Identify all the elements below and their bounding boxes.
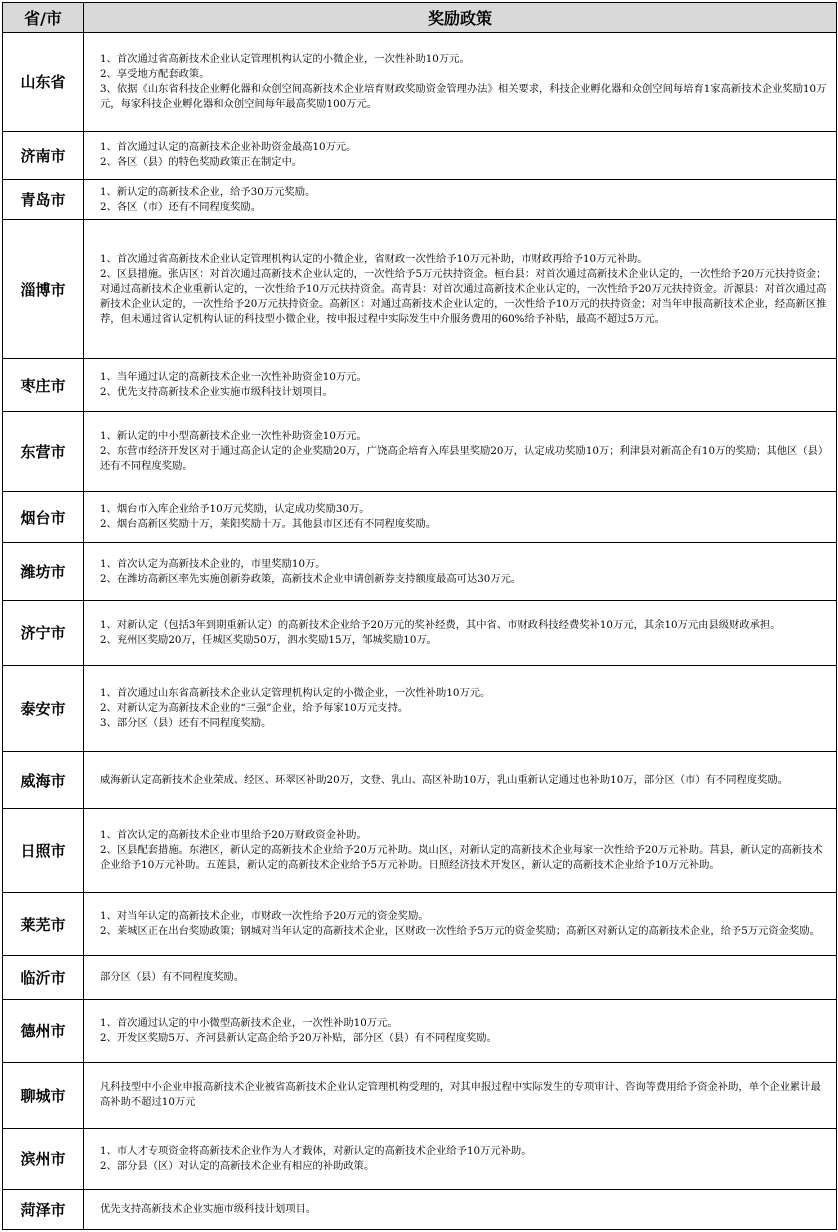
header-region: 省/市 [3,3,84,33]
header-policy: 奖励政策 [84,3,837,33]
table-row [3,893,837,955]
region-name: 济南市 [3,131,84,179]
region-name: 莱芜市 [3,893,84,955]
region-name: 菏泽市 [3,1189,84,1229]
policy-cell [84,220,837,359]
region-name: 泰安市 [3,665,84,752]
policy-line: 1、烟台市入库企业给予10万元奖励，认定成功奖励30万。 [100,503,370,516]
policy-line: 2、在潍坊高新区率先实施创新券政策，高新技术企业申请创新券支持额度最高可达30万元。 [100,572,522,585]
table-row [3,601,837,665]
policy-line: 2、莱城区正在出台奖励政策；钢城对当年认定的高新技术企业，区财政一次性给予5万元的资金奖励；高新区对新认定的高新技术企业，给予5万元资金奖励。 [100,925,820,938]
policy-line: 1、新认定的中小型高新技术企业一次性补助资金10万元。 [100,430,367,443]
policy-line: 1、首次通过省高新技术企业认定管理机构认定的小微企业，一次性补助10万元。 [100,52,470,65]
policy-line: 1、首次通过山东省高新技术企业认定管理机构认定的小微企业，一次性补助10万元。 [100,687,491,700]
region-name: 潍坊市 [3,542,84,600]
region-name: 日照市 [3,808,84,893]
policy-line: 2、各区（县）的特色奖励政策正在制定中。 [100,156,303,169]
policy-cell [84,665,837,752]
policy-line: 优先支持高新技术企业实施市级科技计划项目。 [100,1202,317,1215]
region-name: 淄博市 [3,220,84,359]
policy-cell [84,601,837,665]
table-row [3,955,837,999]
region-name: 山东省 [3,33,84,132]
table-row [3,359,837,411]
policy-line: 1、对当年认定的高新技术企业，市财政一次性给予20万元的资金奖励。 [100,910,429,923]
table-row [3,1129,837,1189]
policy-cell [84,131,837,179]
policy-line: 部分区（县）有不同程度奖励。 [100,971,245,984]
policy-line: 1、市人才专项资金将高新技术企业作为人才载体，对新认定的高新技术企业给予10万元补助。 [100,1144,532,1157]
policy-line: 2、各区（市）还有不同程度奖励。 [100,200,262,213]
policy-cell [84,492,837,542]
policy-line: 2、部分县（区）对认定的高新技术企业有相应的补助政策。 [100,1159,375,1172]
policy-cell [84,955,837,999]
policy-line: 2、开发区奖励5万、齐河县新认定高企给予20万补贴，部分区（县）有不同程度奖励。 [100,1031,497,1044]
policy-line: 威海新认定高新技术企业荣成、经区、环翠区补助20万，文登、乳山、高区补助10万，乳山重新认定通过也补助10万，部分区（市）有不同程度奖励。 [100,773,789,786]
table-row [3,1000,837,1062]
policy-line: 1、首次通过认定的中小微型高新技术企业，一次性补助10万元。 [100,1016,398,1029]
region-name: 烟台市 [3,492,84,542]
policy-line: 1、首次认定的高新技术企业市里给予20万财政资金补助。 [100,829,367,842]
region-name: 聊城市 [3,1062,84,1129]
policy-cell [84,180,837,220]
policy-line: 2、区县措施。张店区：对首次通过高新技术企业认定的，一次性给予5万元扶持资金。桓台县：对首次通过高新技术企业认定的，一次性给予20万元扶持资金；对通过高新技术企业重新认定的，一次性给予10万元扶持资金。高青县：对首次通过高新技术企业认定的，一次性给予20万元扶持资金。沂源县：对首次通过高新技术企业认定的，一次性给予20万元扶持资金。高新区：对通过高新技术企业认定的，一次性给予10万元的扶持资金；对当年申报高新技术企业，经高新区推荐，但未通过省认定机构认证的科技型小微企业，按申报过程中实际发生中介服务费用的60%给予补贴，最高不超过5万元。 [100,267,827,325]
policy-line: 2、东营市经济开发区对于通过高企认定的企业奖励20万，广饶高企培育入库县里奖励20万，认定成功奖励10万；利津县对新高企有10万的奖励；其他区（县）还有不同程度奖励。 [100,445,829,473]
table-row [3,411,837,492]
table-row [3,33,837,132]
region-name: 枣庄市 [3,359,84,411]
policy-line: 2、烟台高新区奖励十万，莱阳奖励十万。其他县市区还有不同程度奖励。 [100,518,437,531]
table-row [3,180,837,220]
policy-line: 3、部分区（县）还有不同程度奖励。 [100,717,272,730]
region-name: 东营市 [3,411,84,492]
table-row [3,808,837,893]
policy-cell [84,1189,837,1229]
policy-cell [84,411,837,492]
policy-line: 1、首次认定为高新技术企业的，市里奖励10万。 [100,557,326,570]
policy-cell [84,1129,837,1189]
policy-cell [84,359,837,411]
table-row [3,1189,837,1229]
policy-cell [84,1000,837,1062]
policy-line: 1、对新认定（包括3年到期重新认定）的高新技术企业给予20万元的奖补经费，其中省、市财政科技经费奖补10万元，其余10万元由县级财政承担。 [100,618,781,631]
policy-line: 1、首次通过省高新技术企业认定管理机构认定的小微企业，省财政一次性给予10万元补助，市财政再给予10万元补助。 [100,252,648,265]
policy-line: 3、依据《山东省科技企业孵化器和众创空间高新技术企业培育财政奖励资金管理办法》相关要求，科技企业孵化器和众创空间每培育1家高新技术企业奖励10万元，每家科技企业孵化器和众创空间每年最高奖励100万元。 [100,82,827,110]
region-name: 滨州市 [3,1129,84,1189]
table-row [3,492,837,542]
policy-cell [84,1062,837,1129]
policy-line: 凡科技型中小企业申报高新技术企业被省高新技术企业认定管理机构受理的，对其申报过程中实际发生的专项审计、咨询等费用给予资金补助，单个企业累计最高补助不超过10万元 [100,1081,821,1109]
region-name: 青岛市 [3,180,84,220]
policy-line: 2、优先支持高新技术企业实施市级科技计划项目。 [100,386,334,399]
table-header-row [3,3,837,33]
policy-table [2,2,837,1230]
table-row [3,1062,837,1129]
policy-line: 2、享受地方配套政策。 [100,67,210,80]
policy-cell [84,542,837,600]
policy-line: 1、当年通过认定的高新技术企业一次性补助资金10万元。 [100,371,367,384]
table-row [3,131,837,179]
policy-cell [84,33,837,132]
region-name: 威海市 [3,752,84,808]
table-row [3,665,837,752]
region-name: 临沂市 [3,955,84,999]
region-name: 德州市 [3,1000,84,1062]
region-name: 济宁市 [3,601,84,665]
policy-cell [84,752,837,808]
table-row [3,752,837,808]
policy-line: 2、对新认定为高新技术企业的“三强”企业，给予每家10万元支持。 [100,702,409,715]
table-row [3,542,837,600]
policy-line: 2、区县配套措施。东港区，新认定的高新技术企业给予20万元补助。岚山区，对新认定的高新技术企业每家一次性给予20万元补助。莒县，新认定的高新技术企业给予10万元补助。五莲县，新认定的高新技术企业给予5万元补助。日照经济技术开发区，新认定的高新技术企业给予10万元补助。 [100,844,823,872]
table-row [3,220,837,359]
policy-line: 2、兖州区奖励20万，任城区奖励50万，泗水奖励15万，邹城奖励10万。 [100,633,437,646]
policy-line: 1、新认定的高新技术企业，给予30万元奖励。 [100,185,316,198]
policy-line: 1、首次通过认定的高新技术企业补助资金最高10万元。 [100,141,357,154]
policy-cell [84,893,837,955]
policy-cell [84,808,837,893]
